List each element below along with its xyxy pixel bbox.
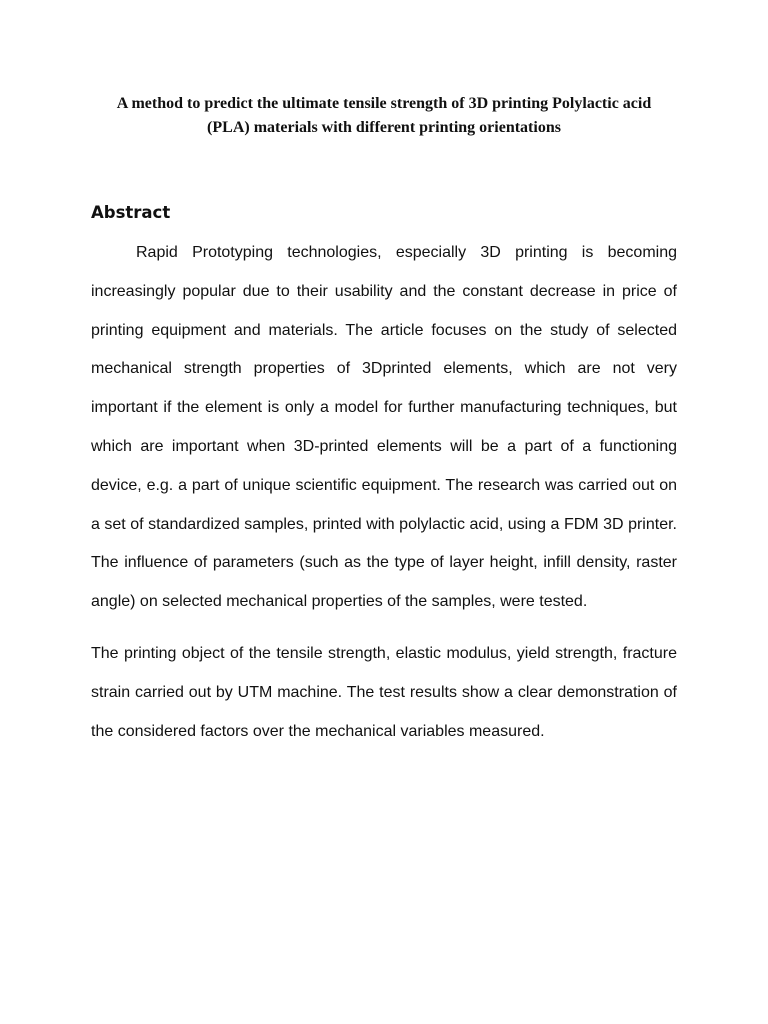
abstract-section bbox=[91, 201, 677, 751]
abstract-heading: Abstract bbox=[91, 203, 171, 222]
abstract-paragraph-1: Rapid Prototyping technologies, especially 3D printing is becoming increasingly popular due to their usability and the constant decrease in price of printing equipment and materials. The article focuses on the study of selected mechanical strength properties of 3Dprinted elements, which are not very important if the element is only a model for further manufacturing techniques, but which are important when 3D-printed elements will be a part of a functioning device, e.g. a part of unique scientific equipment. The research was carried out on a set of standardized samples, printed with polylactic acid, using a FDM 3D printer. The influence of parameters (such as the type of layer height, infill density, raster angle) on selected mechanical properties of the samples, were tested. bbox=[91, 244, 677, 611]
paper-title: A method to predict the ultimate tensile strength of 3D printing Polylactic acid (PLA) materials with different printing orientations bbox=[116, 95, 652, 136]
abstract-paragraph-2: The printing object of the tensile strength, elastic modulus, yield strength, fracture strain carried out by UTM machine. The test results show a clear demonstration of the considered factors over the mechanical variables measured. bbox=[91, 644, 677, 740]
